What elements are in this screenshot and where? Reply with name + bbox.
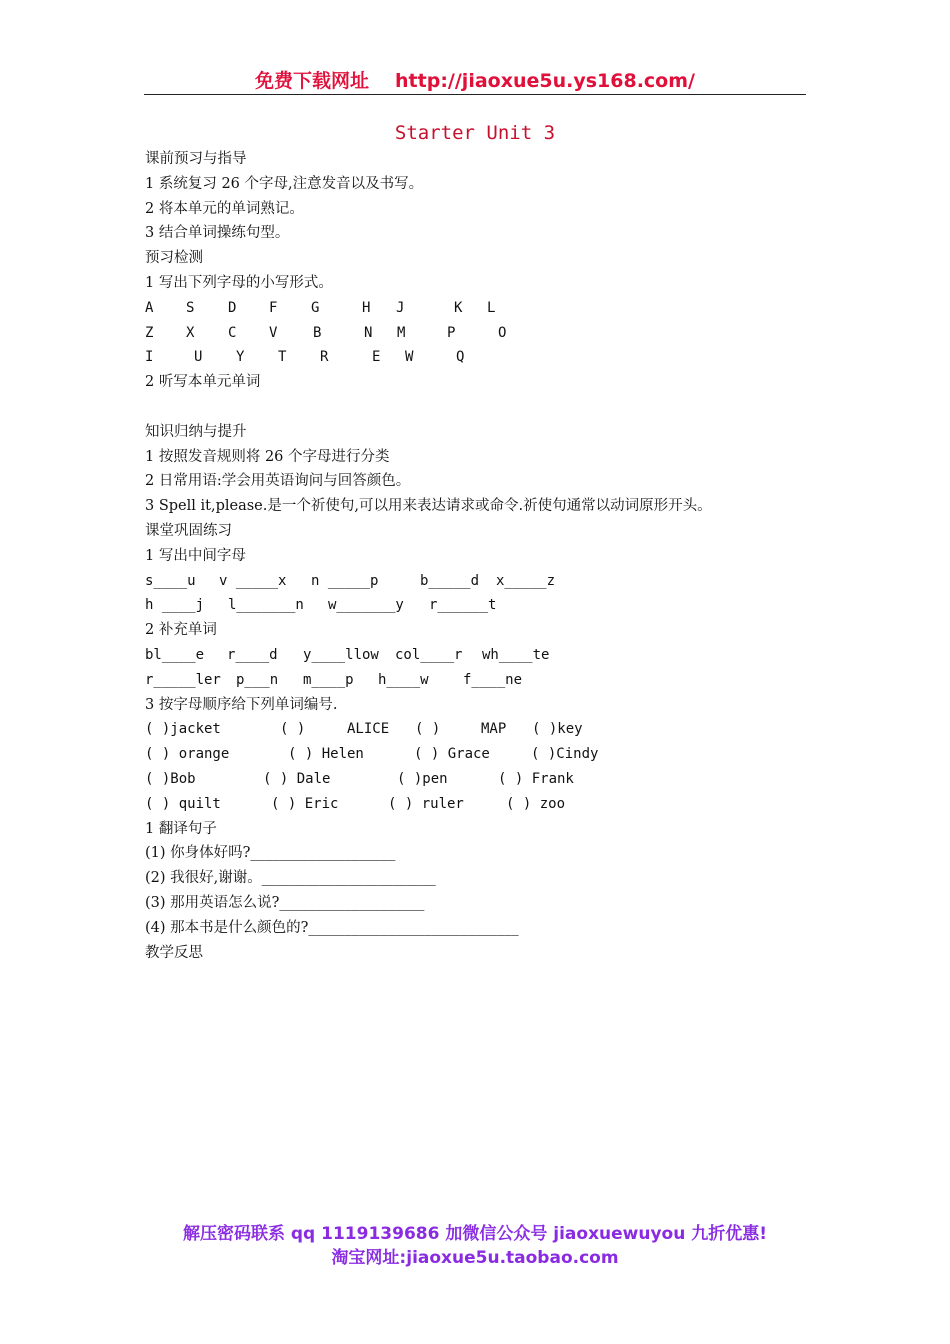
blank-item: l_______n <box>228 597 304 614</box>
preview-heading: 课前预习与指导 <box>145 151 247 167</box>
letter: T <box>278 349 287 366</box>
order-item: ( ) Helen <box>288 746 364 763</box>
letter: H <box>362 299 371 316</box>
blank-line <box>145 395 825 420</box>
letter: S <box>186 299 195 316</box>
letter: M <box>397 324 406 341</box>
site-url-link[interactable]: http://jiaoxue5u.ys168.com/ <box>395 70 695 92</box>
letter: D <box>228 299 237 316</box>
check-task-2: 2 听写本单元单词 <box>145 374 261 391</box>
letter: G <box>311 299 320 316</box>
page-title: Starter Unit 3 <box>394 122 556 144</box>
order-item: ( ) Dale <box>263 770 331 787</box>
letter: K <box>454 299 463 316</box>
blank-item: r____d <box>227 646 278 663</box>
knowledge-heading: 知识归纳与提升 <box>145 423 247 440</box>
order-item: ( ) Frank <box>498 770 574 787</box>
letter: J <box>396 299 405 316</box>
download-site-header <box>0 66 950 93</box>
order-row <box>145 792 825 817</box>
order-item: ( ) zoo <box>506 795 566 812</box>
preview-item: 2 将本单元的单词熟记。 <box>145 200 304 217</box>
letter: A <box>145 299 154 316</box>
order-item: ( )Bob <box>145 770 196 787</box>
letter: B <box>313 324 322 341</box>
practice-task-3: 3 按字母顺序给下列单词编号. <box>145 696 338 713</box>
footer-contact: 解压密码联系 qq 1119139686 加微信公众号 jiaoxuewuyou 九折优惠! <box>182 1224 768 1244</box>
order-row <box>145 717 825 742</box>
blank-item: h____w <box>378 671 429 688</box>
blank-item: p___n <box>236 671 279 688</box>
letter: W <box>405 349 414 366</box>
footer-shop-url[interactable]: 淘宝网址:jiaoxue5u.taobao.com <box>331 1248 619 1268</box>
letter: L <box>487 299 496 316</box>
letter: Z <box>145 324 154 341</box>
letter: N <box>364 324 373 341</box>
practice-heading: 课堂巩固练习 <box>145 522 232 539</box>
letter-row <box>145 321 825 346</box>
reflection-heading: 教学反思 <box>145 944 203 961</box>
translate-item: (1) 你身体好吗?____________________ <box>145 845 396 862</box>
knowledge-item: 2 日常用语:学会用英语询问与回答颜色。 <box>145 473 411 490</box>
order-item: MAP <box>481 721 507 738</box>
check-task-1: 1 写出下列字母的小写形式。 <box>145 274 333 291</box>
blank-item: r______t <box>429 597 497 614</box>
blank-item: h ____j <box>145 597 205 614</box>
blank-item: bl____e <box>145 646 205 663</box>
order-item: ( ) quilt <box>145 795 221 812</box>
blank-item: n _____p <box>311 572 379 589</box>
order-item: ALICE <box>347 721 390 738</box>
order-item: ( )jacket <box>145 721 221 738</box>
translate-item: (2) 我很好,谢谢。________________________ <box>145 870 436 887</box>
worksheet-body <box>145 147 825 965</box>
blank-item: x_____z <box>496 572 556 589</box>
knowledge-item: 1 按照发音规则将 26 个字母进行分类 <box>145 448 390 465</box>
letter: R <box>320 349 329 366</box>
translate-item: (3) 那用英语怎么说?____________________ <box>145 894 425 911</box>
order-item: ( ) orange <box>145 746 230 763</box>
middle-letter-row <box>145 593 825 618</box>
knowledge-item: 3 Spell it,please.是一个祈使句,可以用来表达请求或命令.祈使句通常以动词原形开头。 <box>145 498 712 515</box>
order-row <box>145 767 825 792</box>
letter-row <box>145 345 825 370</box>
blank-item: f____ne <box>463 671 523 688</box>
order-item: ( ) <box>415 721 441 738</box>
blank-item: b_____d <box>420 572 480 589</box>
translate-item: (4) 那本书是什么颜色的?_____________________________ <box>145 919 519 936</box>
blank-item: r_____ler <box>145 671 221 688</box>
translate-heading: 1 翻译句子 <box>145 820 217 837</box>
letter: U <box>194 349 203 366</box>
letter: E <box>372 349 381 366</box>
letter: X <box>186 324 195 341</box>
order-item: ( ) Eric <box>271 795 339 812</box>
order-item: ( )pen <box>397 770 448 787</box>
blank-item: s____u <box>145 572 196 589</box>
blank-item: w_______y <box>328 597 404 614</box>
check-heading: 预习检测 <box>145 250 203 267</box>
order-item: ( ) Grace <box>414 746 490 763</box>
blank-item: col____r <box>395 646 463 663</box>
letter: Y <box>236 349 245 366</box>
order-item: ( )Cindy <box>531 746 599 763</box>
order-item: ( ) <box>280 721 306 738</box>
letter: C <box>228 324 237 341</box>
letter: I <box>145 349 154 366</box>
practice-task-1: 1 写出中间字母 <box>145 547 246 564</box>
preview-item: 3 结合单词操练句型。 <box>145 225 290 242</box>
blank-item: v _____x <box>219 572 287 589</box>
letter: P <box>447 324 456 341</box>
order-row <box>145 742 825 767</box>
letter: V <box>269 324 278 341</box>
preview-item: 1 系统复习 26 个字母,注意发音以及书写。 <box>145 175 424 192</box>
word-fill-row <box>145 668 825 693</box>
blank-item: m____p <box>303 671 354 688</box>
letter: O <box>498 324 507 341</box>
site-label: 免费下载网址 <box>255 70 370 92</box>
letter-row <box>145 296 825 321</box>
header-divider <box>144 94 806 95</box>
order-item: ( ) ruler <box>388 795 464 812</box>
order-item: ( )key <box>532 721 583 738</box>
blank-item: y____llow <box>303 646 379 663</box>
blank-item: wh____te <box>482 646 550 663</box>
middle-letter-row <box>145 569 825 594</box>
letter: Q <box>456 349 465 366</box>
word-fill-row <box>145 643 825 668</box>
practice-task-2: 2 补充单词 <box>145 622 217 639</box>
letter: F <box>269 299 278 316</box>
